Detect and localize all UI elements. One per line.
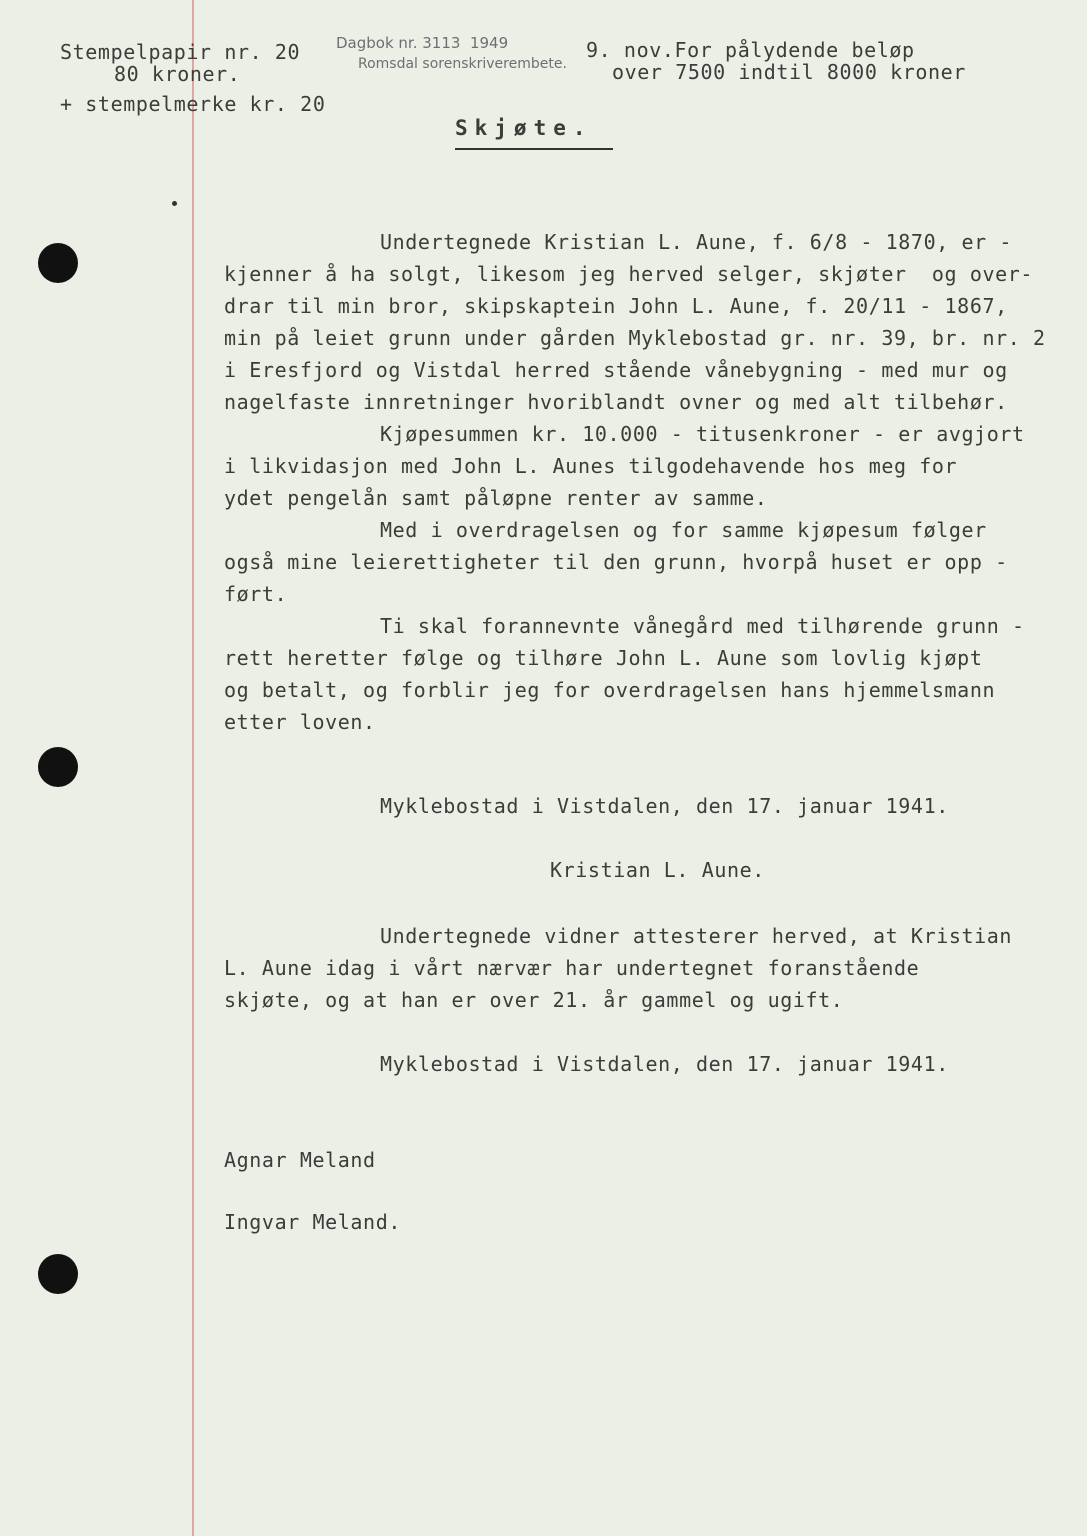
body-line: etter loven. <box>224 710 376 734</box>
witness-name: Ingvar Meland. <box>224 1210 401 1234</box>
stamp-paper-label: Stempelpapir nr. 20 <box>60 40 301 64</box>
body-line: kjenner å ha solgt, likesom jeg herved selger, skjøter og over- <box>224 262 1034 286</box>
place-date: Myklebostad i Vistdalen, den 17. januar 1941. <box>380 794 949 818</box>
punch-hole <box>38 243 78 283</box>
body-line: Med i overdragelsen og for samme kjøpesum følger <box>380 518 987 542</box>
punch-hole <box>38 1254 78 1294</box>
body-line: Undertegnede Kristian L. Aune, f. 6/8 - 1870, er - <box>380 230 1013 254</box>
witness-line: skjøte, og at han er over 21. år gammel og ugift. <box>224 988 844 1012</box>
body-line: ført. <box>224 582 288 606</box>
body-line: min på leiet grunn under gården Myklebostad gr. nr. 39, br. nr. 2 <box>224 326 1046 350</box>
body-line: drar til min bror, skipskaptein John L. Aune, f. 20/11 - 1867, <box>224 294 1008 318</box>
stamp-paper-value: 80 kroner. <box>114 62 241 86</box>
stamp-office: Romsdal sorenskriverembete. <box>358 56 567 72</box>
body-line: Ti skal forannevnte vånegård med tilhørende grunn - <box>380 614 1025 638</box>
body-line: og betalt, og forblir jeg for overdragelsen hans hjemmelsmann <box>224 678 996 702</box>
witness-line: L. Aune idag i vårt nærvær har undertegnet foranstående <box>224 956 920 980</box>
body-line: rett heretter følge og tilhøre John L. Aune som lovlig kjøpt <box>224 646 983 670</box>
body-line: i Eresfjord og Vistdal herred stående vånebygning - med mur og <box>224 358 1008 382</box>
seller-signature: Kristian L. Aune. <box>550 858 765 882</box>
body-line: nagelfaste innretninger hvoriblandt ovner og med alt tilbehør. <box>224 390 1008 414</box>
witness-line: Undertegnede vidner attesterer herved, at Kristian <box>380 924 1013 948</box>
denomination-line-1: 9. nov.For pålydende beløp <box>586 38 915 62</box>
red-margin-line <box>192 0 194 1536</box>
title-underline <box>455 148 613 150</box>
ink-dot <box>172 201 177 206</box>
document-title: Skjøte. <box>455 116 593 140</box>
place-date: Myklebostad i Vistdalen, den 17. januar 1941. <box>380 1052 949 1076</box>
registry-stamp <box>336 34 576 80</box>
denomination-line-2: over 7500 indtil 8000 kroner <box>612 60 966 84</box>
body-line: Kjøpesummen kr. 10.000 - titusenkroner - er avgjort <box>380 422 1025 446</box>
stamp-mark-note: + stempelmerke kr. 20 <box>60 92 326 116</box>
body-line: i likvidasjon med John L. Aunes tilgodehavende hos meg for <box>224 454 958 478</box>
body-line: ydet pengelån samt påløpne renter av samme. <box>224 486 768 510</box>
stamp-diary-number: Dagbok nr. 3113 1949 <box>336 34 509 52</box>
witness-name: Agnar Meland <box>224 1148 376 1172</box>
body-line: også mine leierettigheter til den grunn, hvorpå huset er opp - <box>224 550 1008 574</box>
punch-hole <box>38 747 78 787</box>
